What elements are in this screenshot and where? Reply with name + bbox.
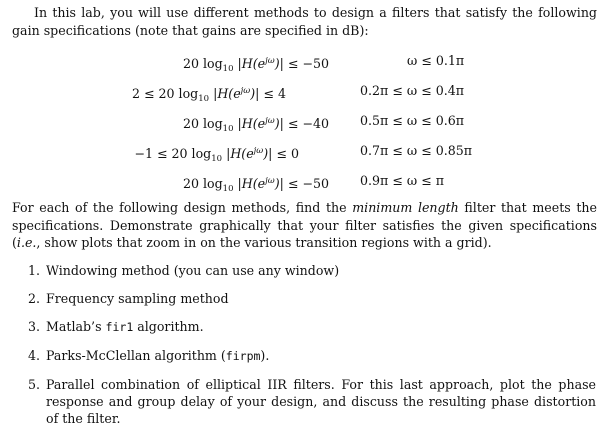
item-number: 1. <box>28 263 41 278</box>
frequency-range: 0.7π ≤ ω ≤ 0.85π <box>360 143 473 158</box>
list-item: 5. Parallel combination of elliptical IIR filters. For this last approach, plot the phase response and group delay of your design, and discuss the resulting phase distortion of the filter. <box>28 377 596 426</box>
list-item: 4. Parks-McClellan algorithm (firpm). <box>28 348 270 363</box>
intro-paragraph: In this lab, you will use different methods to design a filters that satisfy the following gain specifications (note that gains are specified in dB): <box>12 5 597 38</box>
item-number: 3. <box>28 319 41 334</box>
code-text: fir1 <box>105 320 134 334</box>
frequency-range: 0.2π ≤ ω ≤ 0.4π <box>360 83 464 98</box>
frequency-range: ω ≤ 0.1π <box>407 53 465 68</box>
list-item: 1. Windowing method (you can use any window) <box>28 263 340 278</box>
gain-spec: 20 $\log_{10} |H(e^{j\omega})| \le -50$ <box>182 176 329 195</box>
emphasis: i.e. <box>16 235 37 250</box>
spec-row <box>0 110 611 135</box>
gain-spec: 20 $\log_{10} |H(e^{j\omega})| \le -40$ <box>182 116 329 135</box>
gain-spec: −1 ≤ 20 $\log_{10} |H(e^{j\omega})| \le 0$ <box>134 146 299 165</box>
frequency-range: 0.5π ≤ ω ≤ 0.6π <box>360 113 464 128</box>
list-item: 3. Matlab’s fir1 algorithm. <box>28 319 204 334</box>
task-paragraph: For each of the following design methods, find the minimum length filter that meets the specifications. Demonstrate graphically that your filter satisfies the given specifications (i.e., show plots that zoom in on the various transition regions with a grid). <box>12 200 597 250</box>
spec-row <box>0 80 611 105</box>
gain-spec: 2 ≤ 20 $\log_{10} |H(e^{j\omega})| \le 4$ <box>131 86 286 105</box>
item-number: 2. <box>28 291 41 306</box>
spec-row <box>0 140 611 165</box>
gain-spec: 20 $\log_{10} |H(e^{j\omega})| \le -50$ <box>182 56 329 75</box>
spec-row <box>0 170 611 195</box>
methods-list <box>28 262 596 438</box>
item-number: 4. <box>28 348 41 363</box>
list-item: 2. Frequency sampling method <box>28 291 229 306</box>
frequency-range: 0.9π ≤ ω ≤ π <box>360 173 444 188</box>
code-text: firpm <box>225 349 261 363</box>
item-number: 5. <box>28 377 41 392</box>
emphasis: minimum length <box>352 200 459 215</box>
spec-row <box>0 50 611 75</box>
